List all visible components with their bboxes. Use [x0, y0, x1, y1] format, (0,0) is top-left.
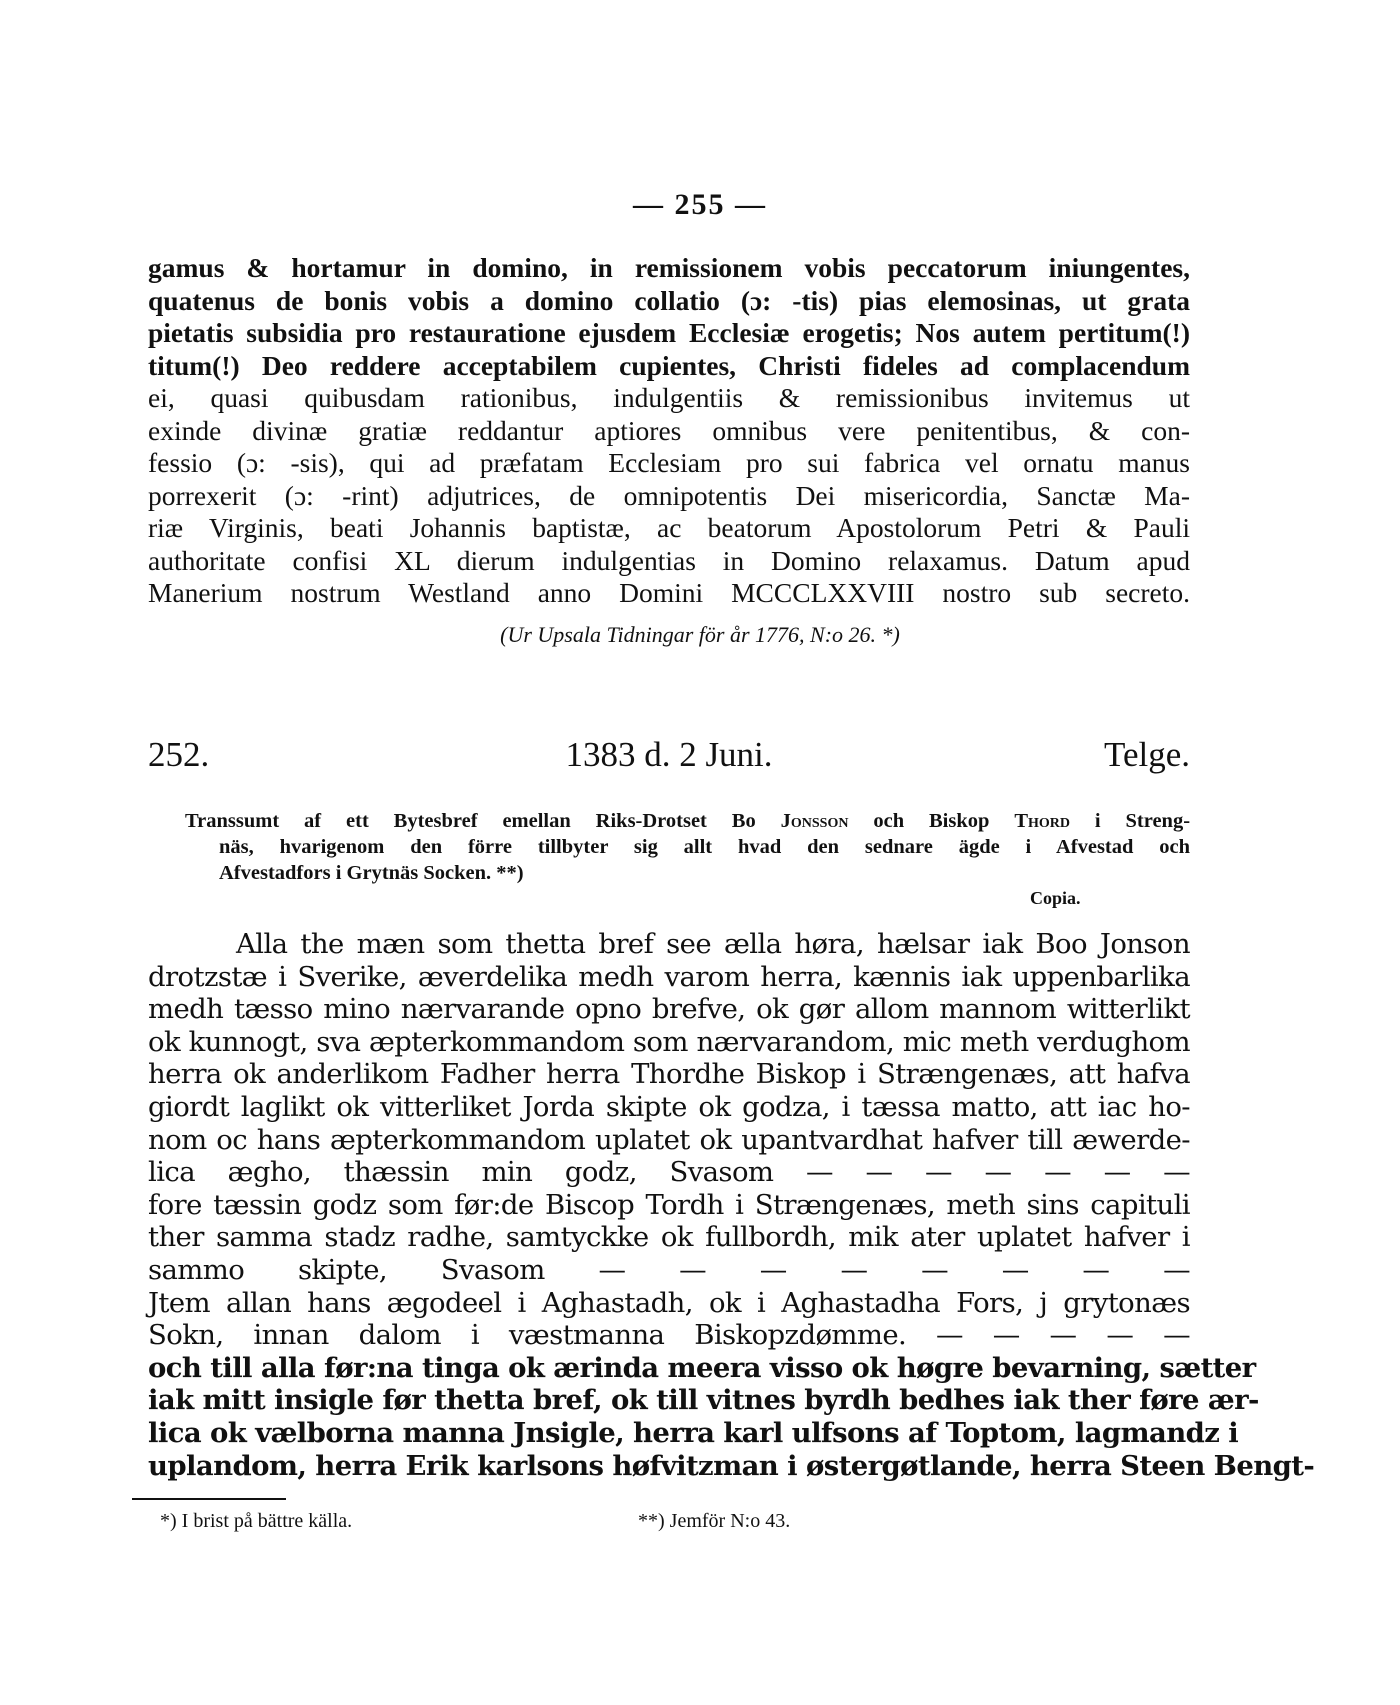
- summary-text: Transsumt af ett Bytesbref emellan Riks-Drotset Bo: [185, 810, 756, 832]
- paragraph-line: pietatis subsidia pro restauratione ejusdem Ecclesiæ erogetis; Nos autem pertitum(!): [148, 317, 1190, 348]
- entry-place: Telge.: [1104, 735, 1190, 774]
- entry-number: 252.: [148, 735, 210, 774]
- charter-line: Jtem allan hans ægodeel i Aghastadh, ok i Aghastadha Fors, j grytonæs: [148, 1286, 1190, 1319]
- paragraph-line: authoritate confisi XL dierum indulgentias in Domino relaxamus. Datum apud: [148, 544, 1190, 576]
- charter-line: herra ok anderlikom Fadher herra Thordhe Biskop i Strængenæs, att hafva: [148, 1058, 1190, 1091]
- charter-line: lica ok vælborna manna Jnsigle, herra karl ulfsons af Toptom, lagmandz i: [148, 1416, 1239, 1449]
- summary-text: och Biskop: [873, 810, 990, 832]
- charter-line: fore tæssin godz som før:de Biscop Tordh i Strængenæs, meth sins capituli: [148, 1188, 1190, 1221]
- charter-line: och till alla før:na tinga ok ærinda meera visso ok høgre bevarning, sætter: [148, 1351, 1256, 1384]
- paragraph-line: titum(!) Deo reddere acceptabilem cupientes, Christi fideles ad complacendum: [148, 349, 1190, 381]
- charter-line: nom oc hans æpterkommandom uplatet ok upantvardhat hafver till æwerde-: [148, 1123, 1190, 1156]
- charter-line: medh tæsso mino nærvarande opno brefve, ok gør allom mannom witterlikt: [148, 993, 1190, 1026]
- person-name: Jonsson: [780, 810, 849, 832]
- summary-line: [185, 808, 1190, 834]
- person-name: Thord: [1014, 810, 1070, 832]
- paragraph-line: quatenus de bonis vobis a domino collatio (ɔ: -tis) pias elemosinas, ut grata: [148, 284, 1190, 316]
- charter-line: Alla the mæn som thetta bref see ælla høra, hælsar iak Boo Jonson: [236, 928, 1190, 960]
- summary-line: Afvestadfors i Grytnäs Socken. **): [219, 862, 524, 884]
- continued-latin-paragraph: [148, 252, 1190, 610]
- charter-line: drotzstæ i Sverike, æverdelika medh varom herra, kænnis iak uppenbarlika: [148, 960, 1190, 993]
- paragraph-line: ei, quasi quibusdam rationibus, indulgentiis & remissionibus invitemus ut: [148, 382, 1190, 413]
- paragraph-line: gamus & hortamur in domino, in remissionem vobis peccatorum iniungentes,: [148, 252, 1190, 283]
- entry-heading: [148, 735, 1190, 779]
- charter-line: iak mitt insigle før thetta bref, ok till vitnes byrdh bedhes iak ther føre ær-: [148, 1384, 1259, 1417]
- paragraph-line: porrexerit (ɔ: -rint) adjutrices, de omnipotentis Dei misericordia, Sanctæ Ma-: [148, 479, 1190, 511]
- paragraph-line: fessio (ɔ: -sis), qui ad præfatam Ecclesiam pro sui fabrica vel ornatu manus: [148, 447, 1190, 478]
- paragraph-line: riæ Virginis, beati Johannis baptistæ, ac beatorum Apostolorum Petri & Pauli: [148, 512, 1190, 543]
- charter-line: ok kunnogt, sva æpterkommandom som nærvarandom, mic meth verdughom: [148, 1025, 1190, 1058]
- footnote: **) Jemför N:o 43.: [638, 1510, 791, 1532]
- charter-line: ther samma stadz radhe, samtyckke ok fullbordh, mik ater uplatet hafver i: [148, 1221, 1190, 1254]
- paragraph-line: exinde divinæ gratiæ reddantur aptiores omnibus vere penitentibus, & con-: [148, 414, 1190, 446]
- entry-summary: [185, 808, 1190, 886]
- paragraph-line: Manerium nostrum Westland anno Domini MCCCLXXVIII nostro sub secreto.: [148, 577, 1190, 608]
- footnote-divider: [132, 1498, 286, 1500]
- summary-line: näs, hvarigenom den förre tillbyter sig allt hvad den sednare ägde i Afvestad och: [219, 836, 1190, 858]
- charter-line: giordt laglikt ok vitterliket Jorda skipte ok godza, i tæssa matto, att iac ho-: [148, 1090, 1190, 1123]
- summary-text: i Streng-: [1094, 810, 1191, 832]
- copia-label: Copia.: [1030, 888, 1081, 908]
- charter-text: [148, 928, 1315, 1482]
- footnote: *) I brist på bättre källa.: [160, 1510, 353, 1532]
- charter-line: lica ægho, thæssin min godz, Svasom — — — — — — —: [148, 1156, 1190, 1189]
- page-number: — 255 —: [633, 188, 767, 221]
- entry-date: 1383 d. 2 Juni.: [565, 735, 773, 774]
- charter-line: Sokn, innan dalom i væstmanna Biskopzdømme. — — — — —: [148, 1319, 1190, 1352]
- charter-line: uplandom, herra Erik karlsons høfvitzman i østergøtlande, herra Steen Bengt-: [148, 1449, 1315, 1482]
- source-citation: (Ur Upsala Tidningar för år 1776, N:o 26. *): [500, 622, 900, 647]
- charter-line: sammo skipte, Svasom — — — — — — — —: [148, 1253, 1190, 1286]
